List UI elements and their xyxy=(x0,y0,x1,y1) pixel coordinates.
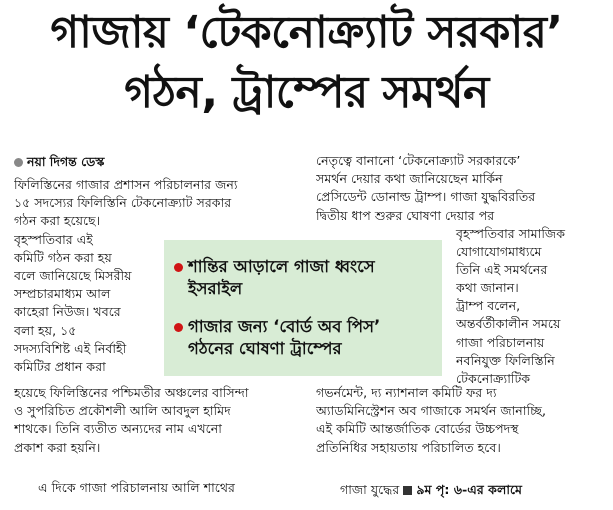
byline-text: নয়া দিগন্ত ডেস্ক xyxy=(27,154,105,169)
bottom-right-line: অ্যাডমিনিস্ট্রেশন অব গাজাকে সমর্থন জানাচ্ছি, xyxy=(316,403,546,419)
jump-reference xyxy=(340,482,522,502)
bottom-right-line: প্রতিনিধির সহায়তায় পরিচালিত হবে। xyxy=(316,439,501,455)
left-line: ১৫ সদস্যের ফিলিস্তিনি টেকনোক্র্যাট সরকার xyxy=(14,195,232,211)
highlight-1 xyxy=(174,256,375,278)
right-narrow-line: অন্তর্বর্তীকালীন সময়ে xyxy=(456,316,561,332)
bottom-left-line: হয়েছে ফিলিস্তিনের পশ্চিমতীর অঞ্চলের বাসিন্দা xyxy=(14,385,249,400)
bottom-left-column xyxy=(14,384,310,457)
last-left-line: এ দিকে গাজা পরিচালনায় আলি শাথের xyxy=(38,480,235,495)
bottom-right-column xyxy=(316,384,604,457)
left-line: সদস্যবিশিষ্ট এই নির্বাহী xyxy=(14,340,127,356)
right-line: কথা জানান। xyxy=(456,280,519,295)
right-line: সমর্থন দেয়ার কথা জানিয়েছেন মার্কিন xyxy=(316,171,503,187)
highlight-2-line-1: গাজার জন্য ‘বোর্ড অব পিস’ xyxy=(188,317,381,336)
right-line: প্রেসিডেন্ট ডোনাল্ড ট্রাম্প। গাজা যুদ্ধবিরতির xyxy=(316,189,536,205)
jump-page-ref: ৯ম পৃ: ৬-এর কলামে xyxy=(416,482,523,497)
bottom-left-line: প্রকাশ করা হয়নি। xyxy=(14,439,101,455)
highlight-2 xyxy=(174,316,380,338)
right-narrow-line: নবনিযুক্ত ফিলিস্তিনি xyxy=(456,352,555,368)
right-line: দ্বিতীয় ধাপ শুরুর ঘোষণা দেয়ার পর xyxy=(316,207,495,223)
jump-text: গাজা যুদ্ধের xyxy=(340,482,400,497)
red-bullet-icon xyxy=(174,323,183,332)
right-narrow-line: টেকনোক্র্যাটিক xyxy=(456,370,531,386)
right-line: নেতৃত্বে বানানো ‘টেকনোক্র্যাট সরকারকে’ xyxy=(316,153,521,168)
right-narrow-line: ট্রাম্প বলেন, xyxy=(456,298,521,314)
left-line: বলে জানিয়েছে মিসরীয় xyxy=(14,267,132,283)
highlight-1-line-1: শান্তির আড়ালে গাজা ধ্বংসে xyxy=(188,257,375,276)
red-bullet-icon xyxy=(174,263,183,272)
left-line: বৃহস্পতিবার এই xyxy=(14,231,93,247)
right-line: বৃহস্পতিবার সামাজিক xyxy=(456,225,566,241)
right-line: যোগাযোগমাধ্যমে xyxy=(456,243,542,259)
square-marker-icon xyxy=(403,486,412,495)
highlight-1-line-2: ইসরাইল xyxy=(188,279,243,298)
left-line: ফিলিস্তিনের গাজার প্রশাসন পরিচালনার জন্য xyxy=(14,177,238,192)
right-narrow-column xyxy=(456,279,604,388)
left-line: কমিটির প্রধান করা xyxy=(14,358,106,374)
highlight-2-line-2: গঠনের ঘোষণা ট্রাম্পের xyxy=(188,339,342,358)
left-line: গঠন করা হয়েছে। xyxy=(14,213,101,229)
right-line: তিনি এই সমর্থনের xyxy=(456,262,548,278)
headline-line-1: গাজায় ‘টেকনোক্র্যাট সরকার’ xyxy=(50,7,563,58)
byline xyxy=(14,154,104,174)
headline-line-2: গঠন, ট্রাম্পের সমর্থন xyxy=(124,67,489,118)
left-line: বলা হয়, ১৫ xyxy=(14,322,77,338)
byline-dot-icon xyxy=(14,158,23,167)
bottom-left-line: ও সুপরিচিত প্রকৌশলী আলি আবদুল হামিদ xyxy=(14,403,231,419)
bottom-right-line: গভর্নমেন্ট, দ্য ন্যাশনাল কমিটি ফর দ্য xyxy=(316,385,497,400)
left-line: সম্প্রচারমাধ্যম আল xyxy=(14,286,111,302)
left-line: কাহেরা নিউজ। খবরে xyxy=(14,304,121,320)
left-line: কমিটি গঠন করা হয় xyxy=(14,249,112,265)
highlight-box xyxy=(164,240,442,376)
bottom-left-line: শাথকে। তিনি ব্যতীত অন্যদের নাম এখনো xyxy=(14,421,222,437)
right-narrow-line: গাজা পরিচালনায় xyxy=(456,334,545,350)
bottom-right-line: এই কমিটি আন্তর্জাতিক বোর্ডের উচ্চপদস্থ xyxy=(316,421,519,437)
